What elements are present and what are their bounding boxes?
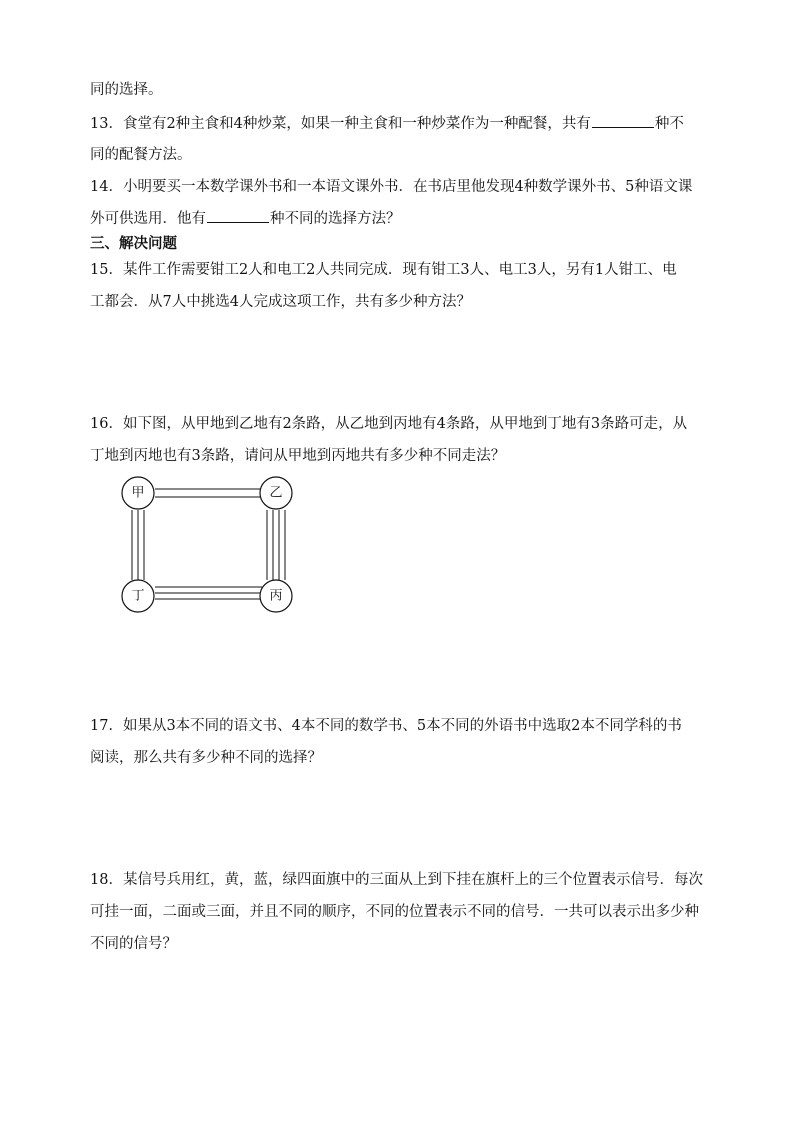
question-16: 16．如下图，从甲地到乙地有2条路，从乙地到丙地有4条路，从甲地到丁地有3条路可走，从 (90, 416, 688, 432)
question-17: 17．如果从3本不同的语文书、4本不同的数学书、5本不同的外语书中选取2本不同学科的书 (90, 718, 682, 734)
answer-blank[interactable] (207, 208, 269, 223)
label-bing: 丙 (269, 588, 283, 604)
question-18-cont2: 不同的信号？ (90, 936, 177, 952)
section-heading: 三、解决问题 (90, 236, 177, 252)
label-jia: 甲 (131, 485, 145, 501)
question-17-cont: 阅读，那么共有多少种不同的选择？ (90, 750, 322, 766)
question-15: 15．某件工作需要钳工2人和电工2人共同完成．现有钳工3人、电工3人，另有1人钳工、电 (90, 262, 677, 278)
answer-blank[interactable] (592, 113, 654, 128)
question-14: 14．小明要买一本数学课外书和一本语文课外书．在书店里他发现4种数学课外书、5种语文课 (90, 179, 693, 195)
route-diagram (110, 472, 310, 620)
question-18: 18．某信号兵用红，黄，蓝，绿四面旗中的三面从上到下挂在旗杆上的三个位置表示信号．每次 (90, 872, 703, 888)
question-16-cont: 丁地到丙地也有3条路，请问从甲地到丙地共有多少种不同走法？ (90, 448, 506, 464)
label-yi: 乙 (269, 485, 283, 501)
text-line: 同的选择。 (90, 82, 163, 98)
question-15-cont: 工都会．从7人中挑选4人完成这项工作，共有多少种方法？ (90, 294, 471, 310)
question-13-cont: 同的配餐方法。 (90, 147, 192, 163)
question-14-cont: 外可供选用．他有 种不同的选择方法？ (90, 208, 401, 229)
label-ding: 丁 (131, 588, 145, 604)
question-13: 13．食堂有2种主食和4种炒菜，如果一种主食和一种炒菜作为一种配餐，共有 种不 (90, 113, 684, 134)
question-18-cont: 可挂一面，二面或三面，并且不同的顺序，不同的位置表示不同的信号．一共可以表示出多少种 (90, 904, 699, 920)
